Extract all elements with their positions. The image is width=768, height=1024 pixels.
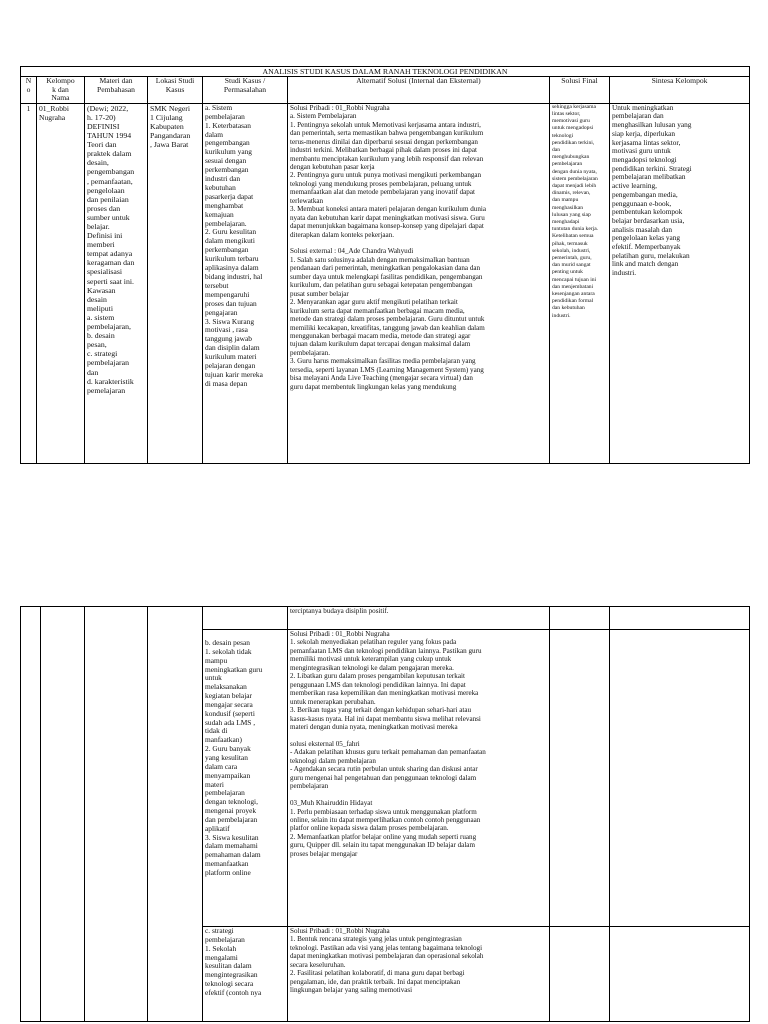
- cell-alternatif-solusi-b: Solusi Pribadi : 01_Robbi Nugraha 1. sekolah menyediakan pelatihan reguler yang fokus pada pemanfaatan LMS dan teknologi pendidikan lainnya. Pastikan guru memiliki motivasi untuk keterampilan yang cukup untuk mengintegrasikan teknologi ke dalam pengajaran mereka. 2. Libatkan guru dalam proses pengambilan keputusan terkait penggunaan LMS dan teknologi pendidikan lainnya. Ini dapat memberikan rasa kepemilikan dan meningkatkan motivasi mereka untuk menerapkan perubahan. 3. Berikan tugas yang terkait dengan kehidupan sehari-hari atau kasus-kasus nyata. Hal ini dapat membantu siswa melihat relevansi materi dengan dunia nyata, meningkatkan motivasi mereka solusi eksternal 05_fahri - Adakan pelatihan khusus guru terkait pemahaman dan pemanfaatan teknologi dalam pembelajaran - Agendakan secara rutin perbulan untuk sharing dan diskusi antar guru mengenai hal pengetahuan dan penggunaan teknologi dalam pembelajaran 03_Muh Khairuddin Hidayat 1. Perlu pembiasaan terhadap siswa untuk menggunakan platform online, selain itu dapat memperlihatkan contoh contoh penggunaan platfor online kepada siswa dalam proses pembelajaran. 2. Memanfaatkan platfor belajar online yang mudah seperti ruang guru, Quipper dll. selain itu tapat menggunakan ID belajar dalam proses belajar mengajar: [288, 630, 550, 927]
- header-no: N o: [21, 77, 37, 104]
- header-sintesa: Sintesa Kelompok: [610, 77, 750, 104]
- cell-materi-empty: [85, 607, 148, 1022]
- cell-solusi-final: sehingga kerjasama lintas sektor, memotivasi guru untuk mengadopsi teknologi pendidikan terkini, dan menghubungkan pembelajaran dengan dunia nyata, sistem pembelajaran dapat menjadi lebih dinamis, relevan, dan mampu menghasilkan lulusan yang siap menghadapi tuntutan dunia kerja. Ketelibatan semua pihak, termasuk sekolah, industri, pemerintah, guru, dan murid sangat penting untuk mencapai tujuan ini dan menjembatani kesenjangan antara pendidikan formal dan kebutuhan industri.: [550, 103, 610, 463]
- case-analysis-table-page1: [20, 66, 750, 464]
- cell-alternatif-solusi: Solusi Pribadi : 01_Robbi Nugraha a. Sistem Pembelajaran 1. Pentingnya sekolah untuk Memotivasi kerjasama antara industri, dan pemerintah, serta memastikan bahwa pengembangan kurikulum terus-menerus dinilai dan diperbarui sesuai dengan perkembangan industri terkini. Melibatkan berbagai pihak dalam proses ini dapat membantu menciptakan kurikulum yang lebih responsif dan relevan dengan kebutuhan pasar kerja 2. Pentingnya guru untuk punya motivasi mengikuti perkembangan teknologi yang mendukung proses pembelajaran, peluang untuk memanfaatkan alat dan metode pembelajaran yang inovatif dapat terlewatkan 3. Membuat koneksi antara materi pelajaran dengan kurikulum dunia nyata dan kebutuhan karir dapat meningkatkan motivasi siswa. Guru dapat menunjukkan bagaimana konsep-konsep yang dipelajari dapat diterapkan dalam konteks pekerjaan. Solusi external : 04_Ade Chandra Wahyudi 1. Salah satu solusinya adalah dengan memaksimalkan bantuan pendanaan dari pemerintah, meningkatkan pengalokasian dana dan sumber daya untuk melengkapi fasilitas pendidikan, pengembangan kurikulum, dan pelatihan guru sebagai ketepatan pengembangan pusat sumber belajar 2. Menyarankan agar guru aktif mengikuti pelatihan terkait kurikulum serta dapat memanfaatkan berbagai macam media, metode dan strategi dalam proses pembelajaran. Guru dituntut untuk memiliki kecakapan, kreatifitas, tanggung jawab dan keahlian dalam menggunakan berbagai macam media, metode dan strategi agar tujuan dalam kurikulum dapat tercapai dengan maksimal dalam pembelajaran. 3. Guru harus memaksimalkan fasilitas media pembelajaran yang tersedia, seperti layanan LMS (Learning Management System) yang bisa melayani Anda Live Teaching (mengajar secara virtual) dan guru dapat membentuk lingkungan kelas yang mendukung: [288, 103, 550, 463]
- header-solusi-final: Solusi Final: [550, 77, 610, 104]
- cell-sintesa-empty: [610, 607, 750, 630]
- cell-final-empty-b: [550, 630, 610, 927]
- document-title: ANALISIS STUDI KASUS DALAM RANAH TEKNOLOGI PENDIDIKAN: [21, 67, 750, 77]
- cell-kelompok-empty: [41, 607, 85, 1022]
- cell-lokasi-empty: [148, 607, 203, 1022]
- cell-sintesa-empty-c: [610, 927, 750, 1022]
- header-lokasi: Lokasi Studi Kasus: [148, 77, 203, 104]
- header-materi: Materi dan Pembahasan: [85, 77, 148, 104]
- cell-kelompok: 01_Robbi Nugraha: [37, 103, 85, 463]
- cell-studi-empty: [203, 607, 288, 630]
- table-row: [21, 103, 750, 463]
- cell-final-empty: [550, 607, 610, 630]
- cell-studi-kasus-b: b. desain pesan 1. sekolah tidak mampu meningkatkan guru untuk melaksanakan kegiatan belajar mengajar secara kondusif (seperti sudah ada LMS , tidak di manfaatkan) 2. Guru banyak yang kesulitan dalam cara menyampaikan materi pembelajaran dengan teknologi, mengenai proyek dan pembelajaran aplikatif 3. Siswa kesulitan dalam memahami pemahaman dalam memanfaatkan platform online: [203, 630, 288, 927]
- cell-studi-kasus: a. Sistem pembelajaran 1. Keterbatasan dalam pengembangan kurikulum yang sesuai dengan perkembangan industri dan kebutuhan pasarkerja dapat menghambat kemajuan pembelajaran. 2. Guru kesulitan dalam mengikuti perkembangan kurikulum terbaru aplikasinya dalam bidang industri, hal tersebut mempengaruhi proses dan tujuan pengajaran 3. Siswa Kurang motivasi , rasa tanggung jawab dan disiplin dalam kurikulum materi pelajaran dengan tujuan karir mereka di masa depan: [203, 103, 288, 463]
- header-kelompok: Kelompo k dan Nama: [37, 77, 85, 104]
- header-alternatif-solusi: Alternatif Solusi (Internal dan Eksternal): [288, 77, 550, 104]
- cell-final-empty-c: [550, 927, 610, 1022]
- cell-no-empty: [21, 607, 41, 1022]
- cell-lokasi: SMK Negeri 1 Cijulang Kabupaten Pangandaran , Jawa Barat: [148, 103, 203, 463]
- cell-continued-text: terciptanya budaya disiplin positif.: [288, 607, 550, 630]
- cell-materi: (Dewi; 2022, h. 17-20) DEFINISI TAHUN 1994 Teori dan praktek dalam desain, pengembangan , pemanfaatan, pengelolaan dan penilaian proses dan sumber untuk belajar. Definisi ini memberi tempat adanya keragaman dan spesialisasi seperti saat ini. Kawasan desain meliputi a. sistem pembelajaran, b. desain pesan, c. strategi pembelajaran dan d. karakteristik pemelajaran: [85, 103, 148, 463]
- cell-no: 1: [21, 103, 37, 463]
- cell-sintesa: Untuk meningkatkan pembelajaran dan menghasilkan lulusan yang siap kerja, diperlukan kerjasama lintas sektor, motivasi guru untuk mengadopsi teknologi pendidikan terkini. Strategi pembelajaran melibatkan active learning, pengembangan media, penggunaan e-book, pembentukan kelompok belajar berdasarkan usia, analisis masalah dan pengelolaan kelas yang efektif. Memperbanyak pelatihan guru, melakukan link and match dengan industri.: [610, 103, 750, 463]
- table-row: [21, 607, 750, 630]
- cell-sintesa-empty-b: [610, 630, 750, 927]
- case-analysis-table-page2: [20, 606, 750, 1022]
- cell-studi-kasus-c: c. strategi pembelajaran 1. Sekolah mengalami kesulitan dalam mengintegrasikan teknologi secara efektif (contoh nya: [203, 927, 288, 1022]
- table-header-row: [21, 77, 750, 104]
- header-studi-kasus: Studi Kasus / Permasalahan: [203, 77, 288, 104]
- cell-alternatif-solusi-c: Solusi Pribadi : 01_Robbi Nugraha 1. Bentuk rencana strategis yang jelas untuk pengintegrasian teknologi. Pastikan ada visi yang jelas tentang bagaimana teknologi dapat meningkatkan motivasi pembelajaran dan operasional sekolah secara keseluruhan. 2. Fasilitasi pelatihan kolaboratif, di mana guru dapat berbagi pengalaman, ide, dan praktik terbaik. Ini dapat menciptakan lingkungan belajar yang saling memotivasi: [288, 927, 550, 1022]
